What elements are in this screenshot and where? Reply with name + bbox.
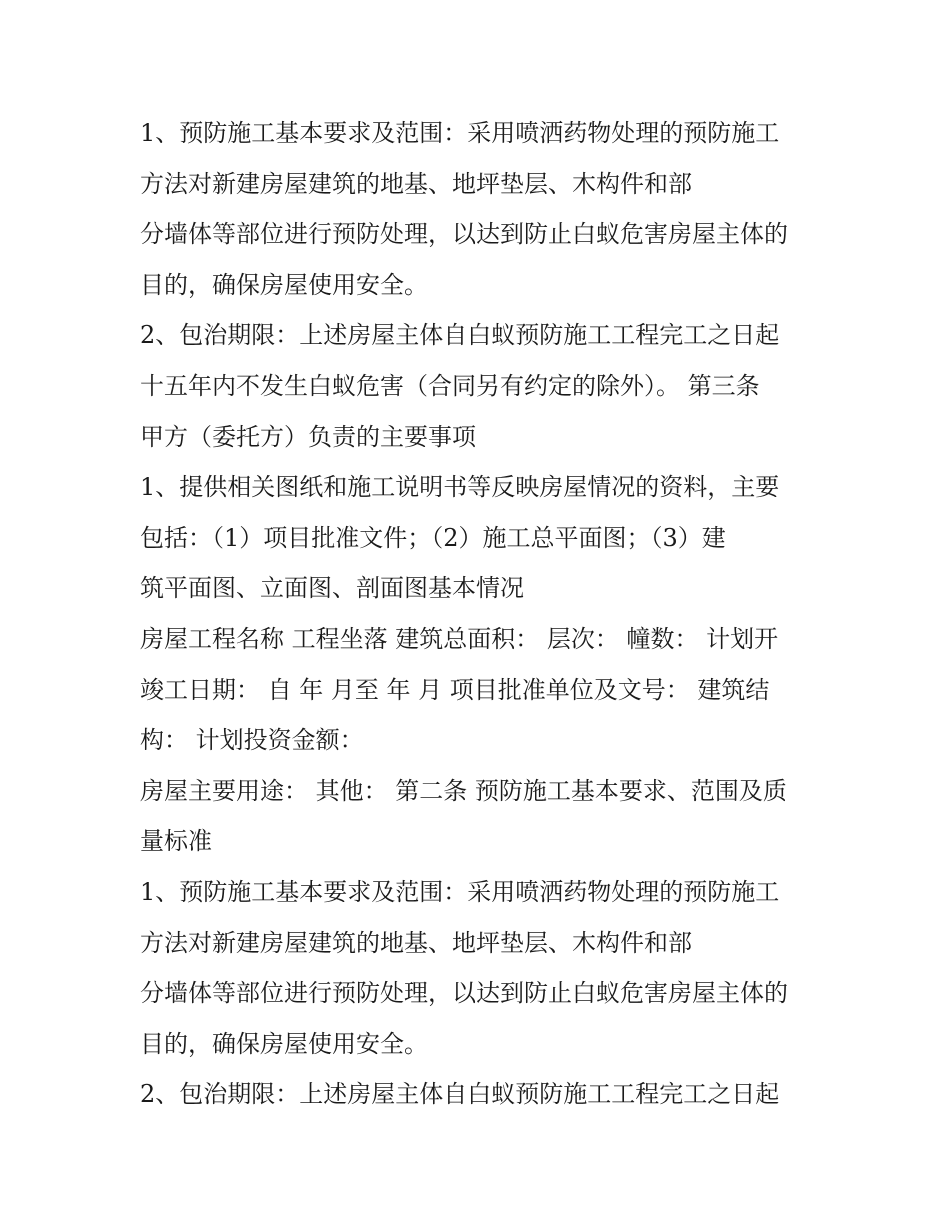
text-line: 1、预防施工基本要求及范围：采用喷洒药物处理的预防施工 (140, 877, 780, 906)
text-line: 目的，确保房屋使用安全。 (140, 270, 428, 299)
text-line: 分墙体等部位进行预防处理，以达到防止白蚁危害房屋主体的 (140, 979, 788, 1008)
text-line: 方法对新建房屋建筑的地基、地坪垫层、木构件和部 (140, 169, 692, 198)
text-line: 十五年内不发生白蚁危害（合同另有约定的除外）。 第三条 (140, 371, 760, 400)
text-line: 筑平面图、立面图、剖面图基本情况 (140, 574, 524, 603)
text-line: 量标准 (140, 827, 212, 856)
text-line: 房屋主要用途： 其他： 第二条 预防施工基本要求、范围及质 (140, 776, 787, 805)
text-line: 方法对新建房屋建筑的地基、地坪垫层、木构件和部 (140, 928, 692, 957)
text-line: 竣工日期： 自 年 月至 年 月 项目批准单位及文号： 建筑结 (140, 675, 770, 704)
text-line: 构： 计划投资金额： (140, 726, 364, 755)
text-line: 2、包治期限：上述房屋主体自白蚁预防施工工程完工之日起 (140, 321, 780, 350)
text-line: 分墙体等部位进行预防处理，以达到防止白蚁危害房屋主体的 (140, 220, 788, 249)
text-line: 目的，确保房屋使用安全。 (140, 1029, 428, 1058)
text-line: 1、提供相关图纸和施工说明书等反映房屋情况的资料，主要 (140, 473, 780, 502)
text-line: 甲方（委托方）负责的主要事项 (140, 422, 476, 451)
text-line: 包括：（1）项目批准文件；（2）施工总平面图；（3）建 (140, 523, 726, 552)
document-body (140, 108, 820, 1120)
text-line: 1、预防施工基本要求及范围：采用喷洒药物处理的预防施工 (140, 119, 780, 147)
text-line: 房屋工程名称 工程坐落 建筑总面积： 层次： 幢数： 计划开 (140, 624, 779, 653)
text-line: 2、包治期限：上述房屋主体自白蚁预防施工工程完工之日起 (140, 1080, 780, 1109)
